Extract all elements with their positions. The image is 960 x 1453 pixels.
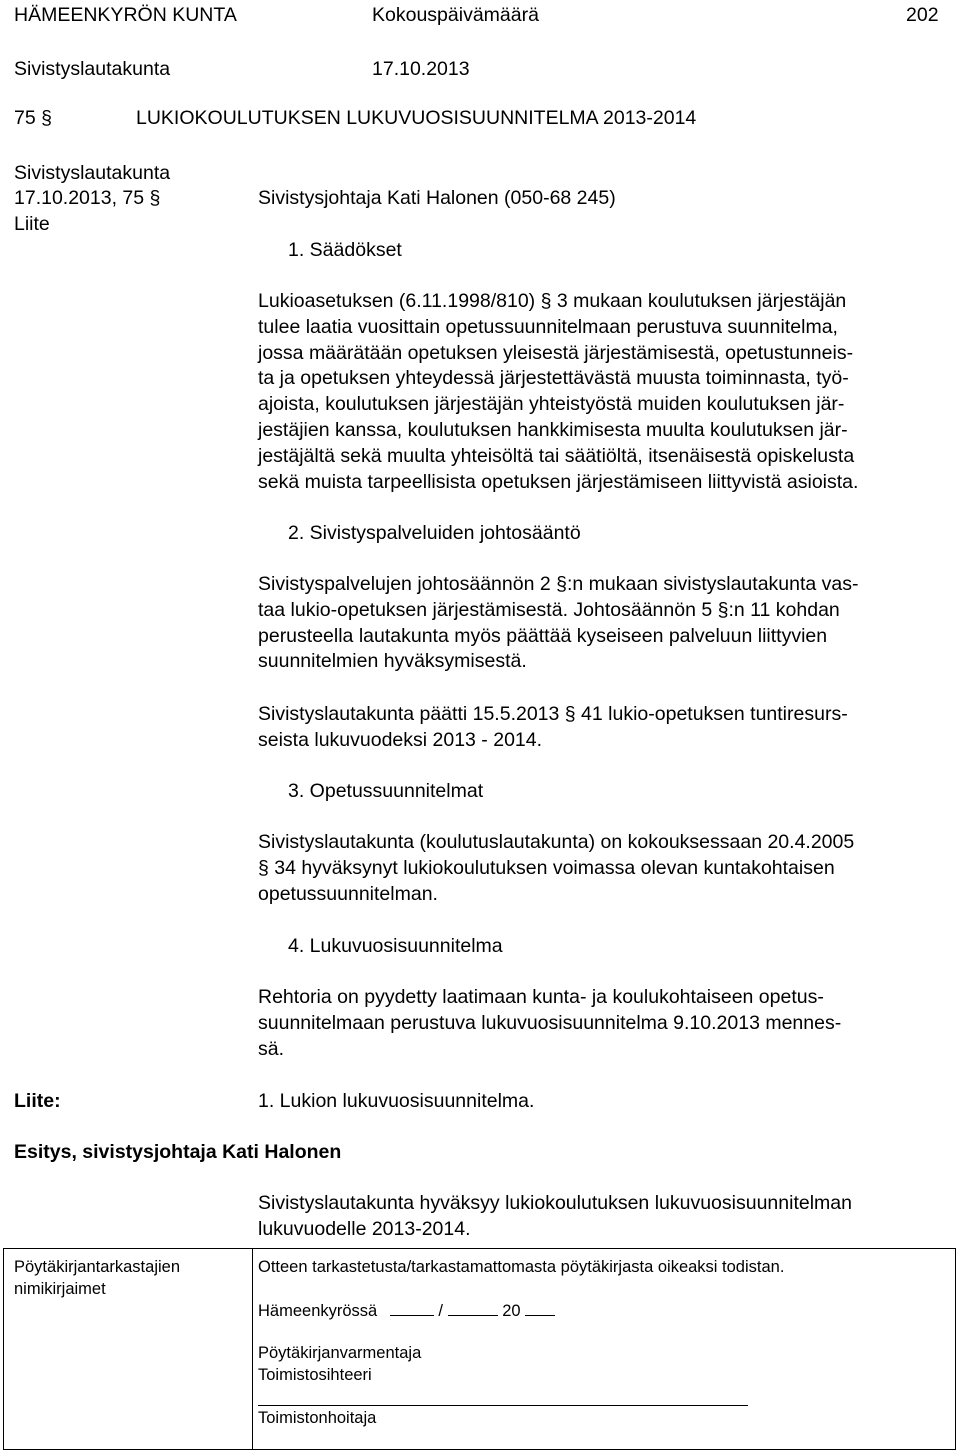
verifier-label: Pöytäkirjanvarmentaja <box>258 1344 422 1362</box>
inspectors-initials-label: Pöytäkirjantarkastajien <box>14 1258 180 1276</box>
year-prefix: 20 <box>502 1302 521 1320</box>
text-line: Sivistyslautakunta hyväksyy lukiokoulutuksen lukuvuosisuunnitelman <box>258 1192 852 1214</box>
text-line: jestäjältä sekä muulta yhteisöltä tai säätiöltä, itsenäisestä opiskelusta <box>258 444 855 467</box>
text-line: jossa määrätään opetuksen yleisestä järjestämisestä, opetustunneis- <box>258 341 854 364</box>
meeting-date: 17.10.2013 <box>372 58 470 80</box>
text-line: § 34 hyväksynyt lukiokoulutuksen voimassa olevan kuntakohtaisen <box>258 856 835 879</box>
reference-body: Sivistyslautakunta <box>14 162 171 184</box>
text-line: seista lukuvuodeksi 2013 - 2014. <box>258 728 543 751</box>
year-blank <box>525 1299 555 1316</box>
footer-divider <box>252 1249 253 1449</box>
text-line: ta ja opetuksen yhteydessä järjestettävästä muusta toiminnasta, työ- <box>258 367 849 390</box>
place-date-line <box>258 1299 555 1322</box>
heading-regulations: 2. Sivistyspalveluiden johtosääntö <box>288 522 581 544</box>
committee-name: Sivistyslautakunta <box>14 58 171 80</box>
heading-curricula: 3. Opetussuunnitelmat <box>288 780 484 802</box>
signature-line <box>258 1405 748 1406</box>
text-line: Sivistyspalvelujen johtosäännön 2 §:n mukaan sivistyslautakunta vas- <box>258 573 859 595</box>
text-line: sä. <box>258 1037 285 1060</box>
paragraph-curricula <box>258 830 958 907</box>
text-line: sekä muista tarpeellisista opetuksen järjestämiseen liittyvistä asioista. <box>258 470 859 493</box>
text-line: ajoista, koulutuksen järjestäjän yhteistyöstä muiden koulutuksen jär- <box>258 393 845 416</box>
secretary-label: Toimistosihteeri <box>258 1366 372 1384</box>
paragraph-regulations <box>258 572 958 675</box>
text-line: suunnitelmien hyväksymisestä. <box>258 650 527 673</box>
text-line: Lukioasetuksen (6.11.1998/810) § 3 mukaan koulutuksen järjestäjän <box>258 290 847 312</box>
paragraph-annual-plan <box>258 985 958 1062</box>
municipality-name: HÄMEENKYRÖN KUNTA <box>14 4 237 26</box>
paragraph-statutes <box>258 289 958 495</box>
text-line: Sivistyslautakunta (koulutuslautakunta) on kokouksessaan 20.4.2005 <box>258 831 855 853</box>
heading-annual-plan: 4. Lukuvuosisuunnitelma <box>288 935 503 957</box>
text-line: jestäjien kanssa, koulutuksen hankkimisesta muulta koulutuksen jär- <box>258 418 848 441</box>
presenter: Sivistysjohtaja Kati Halonen (050-68 245) <box>258 187 616 209</box>
text-line: suunnitelmaan perustuva lukuvuosisuunnitelma 9.10.2013 mennes- <box>258 1011 842 1034</box>
footer-certification-box <box>3 1248 956 1450</box>
text-line: Sivistyslautakunta päätti 15.5.2013 § 41 lukio-opetuksen tuntiresurs- <box>258 703 848 725</box>
attachments-label: Liite: <box>14 1090 61 1112</box>
place-name: Hämeenkyrössä <box>258 1302 378 1320</box>
text-line: opetussuunnitelman. <box>258 882 438 905</box>
text-line: perusteella lautakunta myös päättää kyseiseen palveluun liittyvien <box>258 624 828 647</box>
page-number: 202 <box>906 4 939 26</box>
attachment-item[interactable]: 1. Lukion lukuvuosisuunnitelma. <box>258 1090 535 1112</box>
day-blank <box>390 1299 434 1316</box>
reference-meeting: 17.10.2013, 75 § <box>14 187 161 209</box>
date-slash: / <box>438 1302 443 1320</box>
proposal-text <box>258 1191 958 1243</box>
text-line: taa lukio-opetuksen järjestämisestä. Johtosäännön 5 §:n 11 kohdan <box>258 598 840 621</box>
month-blank <box>448 1299 498 1316</box>
clerk-label: Toimistonhoitaja <box>258 1409 377 1427</box>
certification-text: Otteen tarkastetusta/tarkastamattomasta pöytäkirjasta oikeaksi todistan. <box>258 1258 785 1276</box>
inspectors-initials-label-2: nimikirjaimet <box>14 1280 106 1298</box>
text-line: Rehtoria on pyydetty laatimaan kunta- ja koulukohtaiseen opetus- <box>258 986 824 1008</box>
heading-statutes: 1. Säädökset <box>288 239 402 261</box>
paragraph-resources <box>258 702 958 754</box>
text-line: lukuvuodelle 2013-2014. <box>258 1217 471 1240</box>
meeting-date-label: Kokouspäivämäärä <box>372 4 539 26</box>
text-line: tulee laatia vuosittain opetussuunnitelmaan perustuva suunnitelma, <box>258 315 838 338</box>
section-number: 75 § <box>14 107 52 129</box>
section-title: LUKIOKOULUTUKSEN LUKUVUOSISUUNNITELMA 2013-2014 <box>136 107 697 129</box>
proposal-heading: Esitys, sivistysjohtaja Kati Halonen <box>14 1141 342 1163</box>
reference-attachment: Liite <box>14 213 50 235</box>
